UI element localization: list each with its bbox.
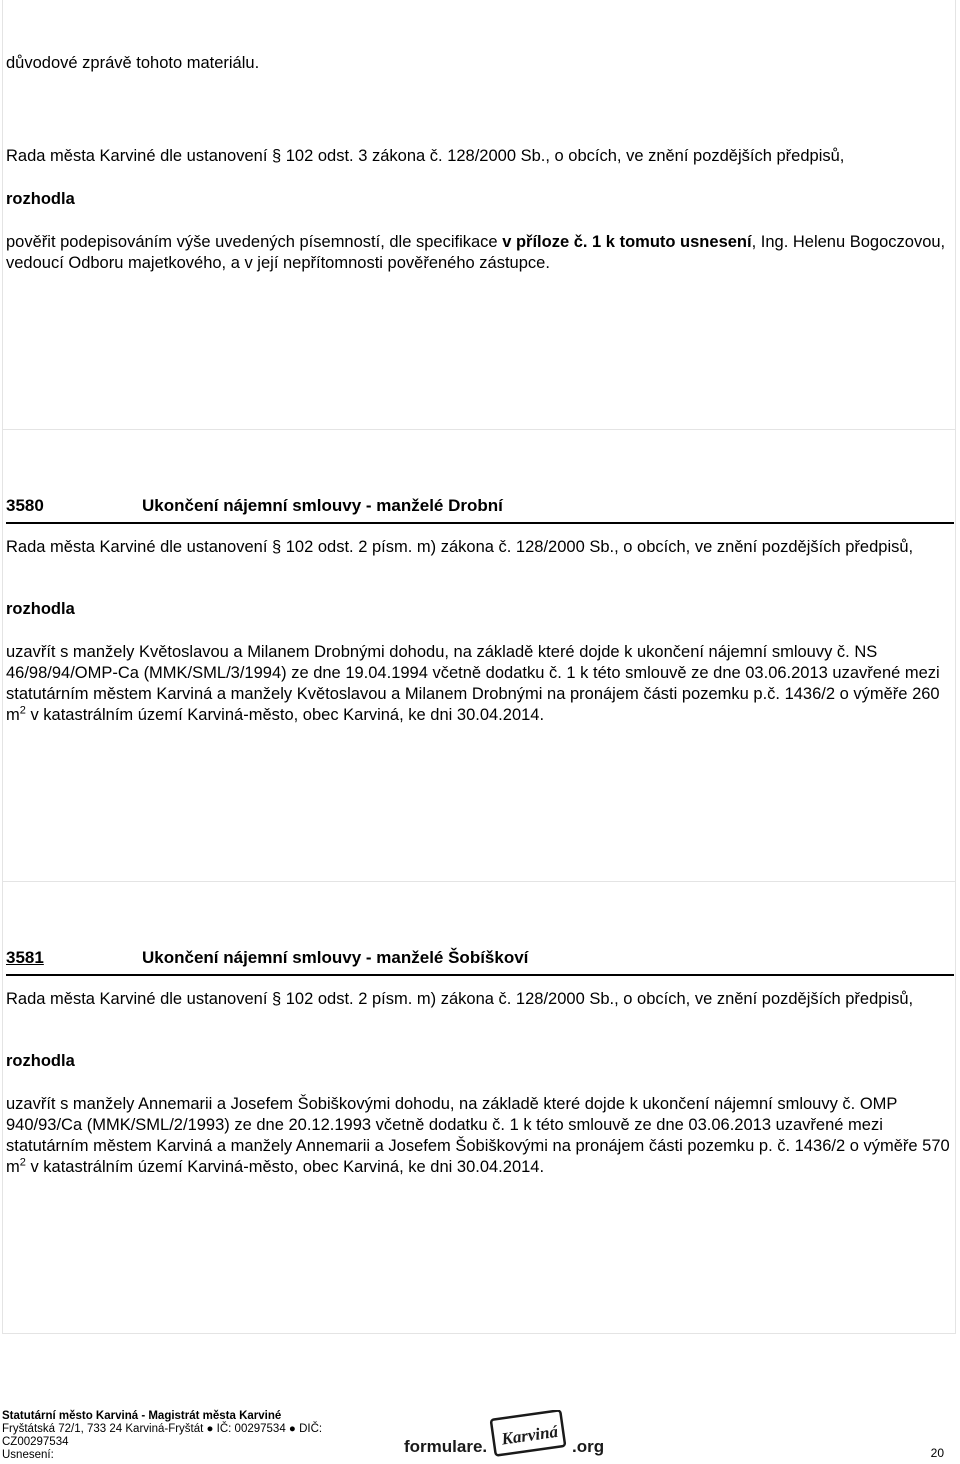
footer-address: Fryštátská 72/1, 733 24 Karviná-Fryštát ● IČ: 00297534 ● DIČ: <box>2 1423 323 1435</box>
section-decided: rozhodla <box>6 600 75 618</box>
section-resolution: uzavřít s manžely Annemarii a Josefem Šobiškovými dohodu, na základě které dojde k ukončení nájemní smlouvy č. OMP 940/93/Ca (MMK/SML/2/1993) ze dne 20.12.1993 včetně dodatku č. 1 k této smlouvě ze dne 03.06.2013 uzavřené mezi statutárním městem Karviná a manžely Annemarii a Josefem Šobiškovými na pronájem části pozemku p. č. 1436/2 o výměře 570 $m^2$ v katastrálním území Karviná-město, obec Karviná, ke dni 30.04.2014. <box>6 1095 950 1176</box>
page-footer <box>2 1410 958 1464</box>
intro-line: důvodové zprávě tohoto materiálu. <box>6 54 260 72</box>
section-number: 3581 <box>6 948 44 967</box>
section-legal: Rada města Karviné dle ustanovení § 102 odst. 2 písm. m) zákona č. 128/2000 Sb., o obcích, ve znění pozdějších předpisů, <box>6 538 914 556</box>
intro-resolution: pověřit podepisováním výše uvedených písemností, dle specifikace v příloze č. 1 k tomuto usnesení, Ing. Helenu Bogoczovou, vedoucí Odboru majetkového, a v její nepřítomnosti pověřeného zástupce. <box>6 233 946 272</box>
section-legal: Rada města Karviné dle ustanovení § 102 odst. 2 písm. m) zákona č. 128/2000 Sb., o obcích, ve znění pozdějších předpisů, <box>6 990 914 1008</box>
section-title: Ukončení nájemní smlouvy - manželé Šobíškoví <box>142 948 529 967</box>
svg-text:formulare.: formulare. <box>404 1437 488 1456</box>
footer-org: Statutární město Karviná - Magistrát města Karviné <box>2 1410 282 1422</box>
section-title: Ukončení nájemní smlouvy - manželé Drobní <box>142 496 503 515</box>
svg-text:.org: .org <box>572 1437 605 1456</box>
formulare-karvina-logo <box>404 1410 614 1462</box>
intro-decided: rozhodla <box>6 190 75 208</box>
svg-text:Karviná: Karviná <box>500 1421 560 1449</box>
page-number: 20 <box>930 1446 944 1460</box>
footer-dic: CZ00297534 <box>2 1436 69 1448</box>
section-decided: rozhodla <box>6 1052 75 1070</box>
section-header-3581 <box>6 948 954 976</box>
intro-legal: Rada města Karviné dle ustanovení § 102 odst. 3 zákona č. 128/2000 Sb., o obcích, ve znění pozdějších předpisů, <box>6 147 845 165</box>
section-number: 3580 <box>6 496 44 515</box>
footer-label: Usnesení: <box>2 1449 54 1461</box>
section-resolution: uzavřít s manžely Květoslavou a Milanem Drobnými dohodu, na základě které dojde k ukončení nájemní smlouvy č. NS 46/98/94/OMP-Ca (MMK/SML/3/1994) ze dne 19.04.1994 včetně dodatku č. 1 k této smlouvě ze dne 03.06.2013 uzavřené mezi statutárním městem Karviná a manžely Květoslavou a Milanem Drobnými na pronájem části pozemku p.č. 1436/2 o výměře 260 $m^2$ v katastrálním území Karviná-město, obec Karviná, ke dni 30.04.2014. <box>6 643 940 724</box>
section-header-3580 <box>6 496 954 524</box>
